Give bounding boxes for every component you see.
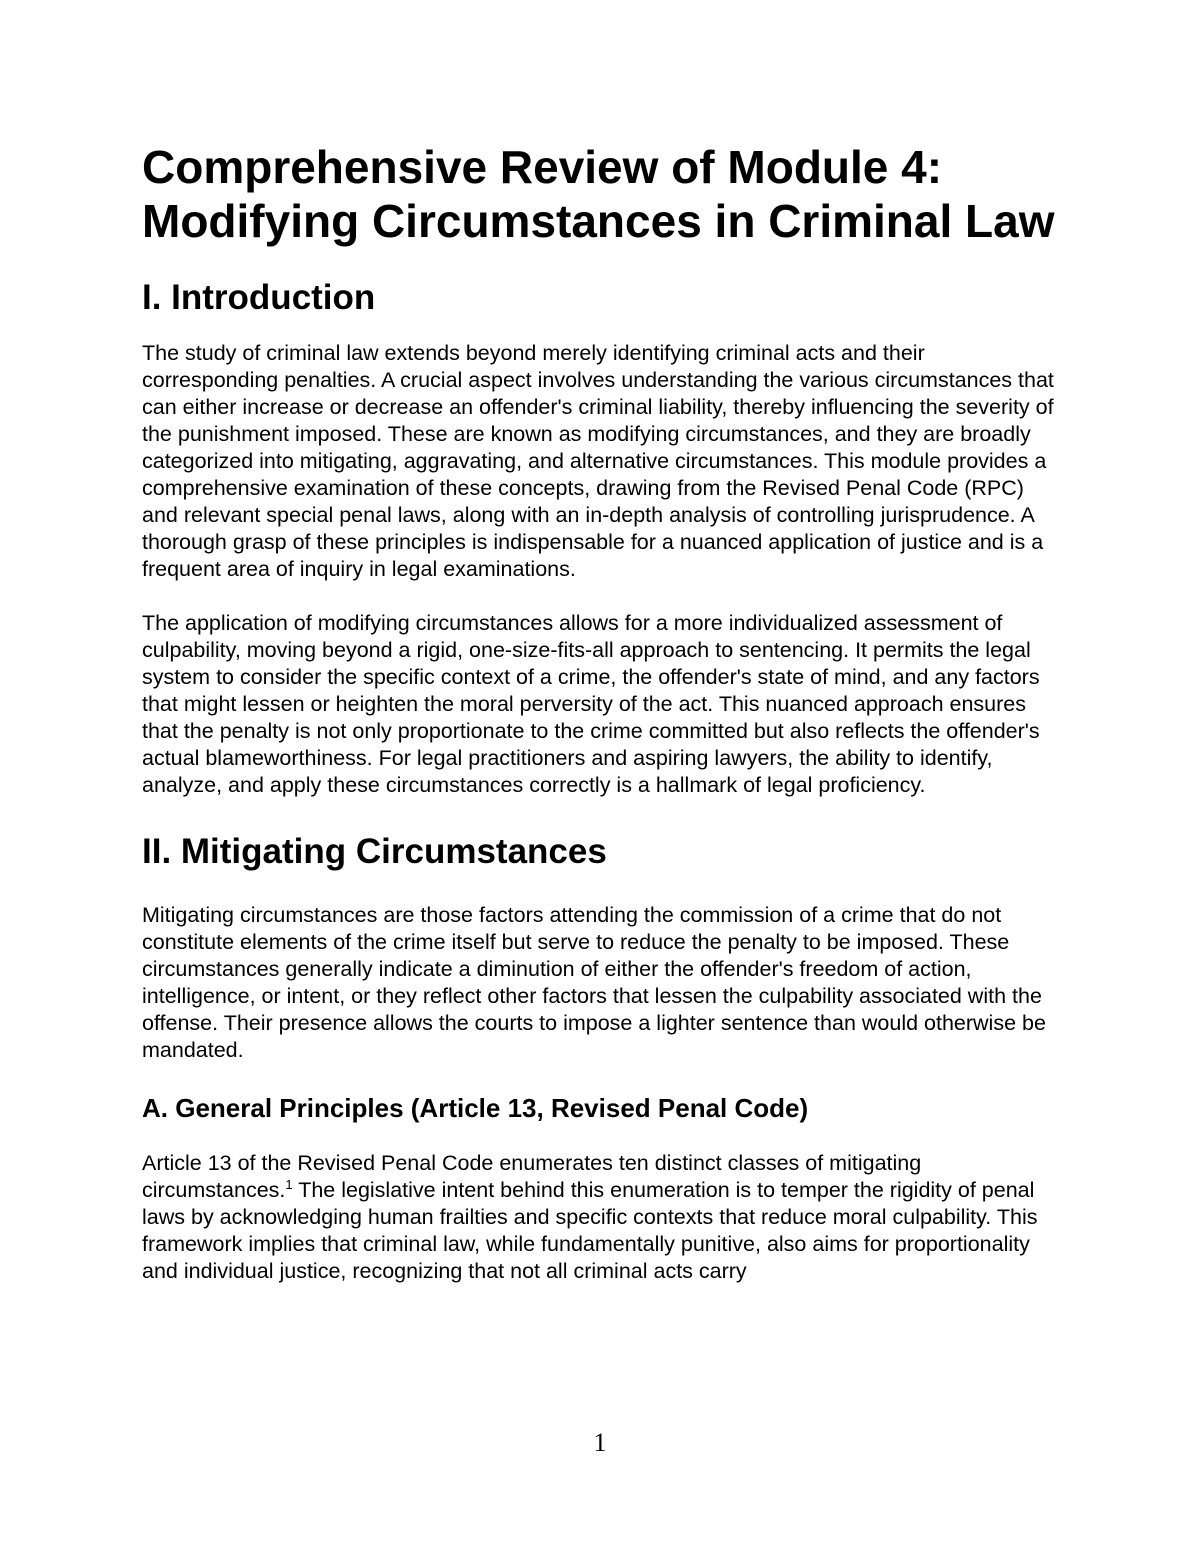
general-principles-text-before-footnote: Article 13 of the Revised Penal Code enumerates ten distinct classes of mitigating circumstances. bbox=[142, 1151, 922, 1202]
mitigating-paragraph-1: Mitigating circumstances are those factors attending the commission of a crime that do not constitute elements of the crime itself but serve to reduce the penalty to be imposed. These circumstances generally indicate a diminution of either the offender's freedom of action, intelligence, or intent, or they reflect other factors that lessen the culpability associated with the offense. Their presence allows the courts to impose a lighter sentence than would otherwise be mandated. bbox=[142, 903, 1046, 1062]
document-title: Comprehensive Review of Module 4: Modifying Circumstances in Criminal Law bbox=[142, 141, 1055, 247]
section-heading-mitigating-circumstances: II. Mitigating Circumstances bbox=[142, 832, 607, 871]
subsection-heading-general-principles: A. General Principles (Article 13, Revised Penal Code) bbox=[142, 1093, 809, 1123]
introduction-paragraph-1: The study of criminal law extends beyond merely identifying criminal acts and their corresponding penalties. A crucial aspect involves understanding the various circumstances that can either increase or decrease an offender's criminal liability, thereby influencing the severity of the punishment imposed. These are known as modifying circumstances, and they are broadly categorized into mitigating, aggravating, and alternative circumstances. This module provides a comprehensive examination of these concepts, drawing from the Revised Penal Code (RPC) and relevant special penal laws, along with an in-depth analysis of controlling jurisprudence. A thorough grasp of these principles is indispensable for a nuanced application of justice and is a frequent area of inquiry in legal examinations. bbox=[142, 341, 1054, 581]
document-body bbox=[142, 140, 1062, 1285]
general-principles-text-after-footnote: The legislative intent behind this enumeration is to temper the rigidity of penal laws by acknowledging human frailties and specific contexts that reduce moral culpability. This framework implies that criminal law, while fundamentally punitive, also aims for proportionality and individual justice, recognizing that not all criminal acts carry bbox=[142, 1178, 1038, 1283]
page-number: 1 bbox=[593, 1428, 607, 1457]
section-heading-introduction: I. Introduction bbox=[142, 278, 376, 317]
footnote-reference[interactable]: 1 bbox=[285, 1176, 293, 1192]
general-principles-paragraph bbox=[142, 1150, 1062, 1285]
introduction-paragraph-2: The application of modifying circumstances allows for a more individualized assessment of culpability, moving beyond a rigid, one-size-fits-all approach to sentencing. It permits the legal system to consider the specific context of a crime, the offender's state of mind, and any factors that might lessen or heighten the moral perversity of the act. This nuanced approach ensures that the penalty is not only proportionate to the crime committed but also reflects the offender's actual blameworthiness. For legal practitioners and aspiring lawyers, the ability to identify, analyze, and apply these circumstances correctly is a hallmark of legal proficiency. bbox=[142, 611, 1040, 797]
